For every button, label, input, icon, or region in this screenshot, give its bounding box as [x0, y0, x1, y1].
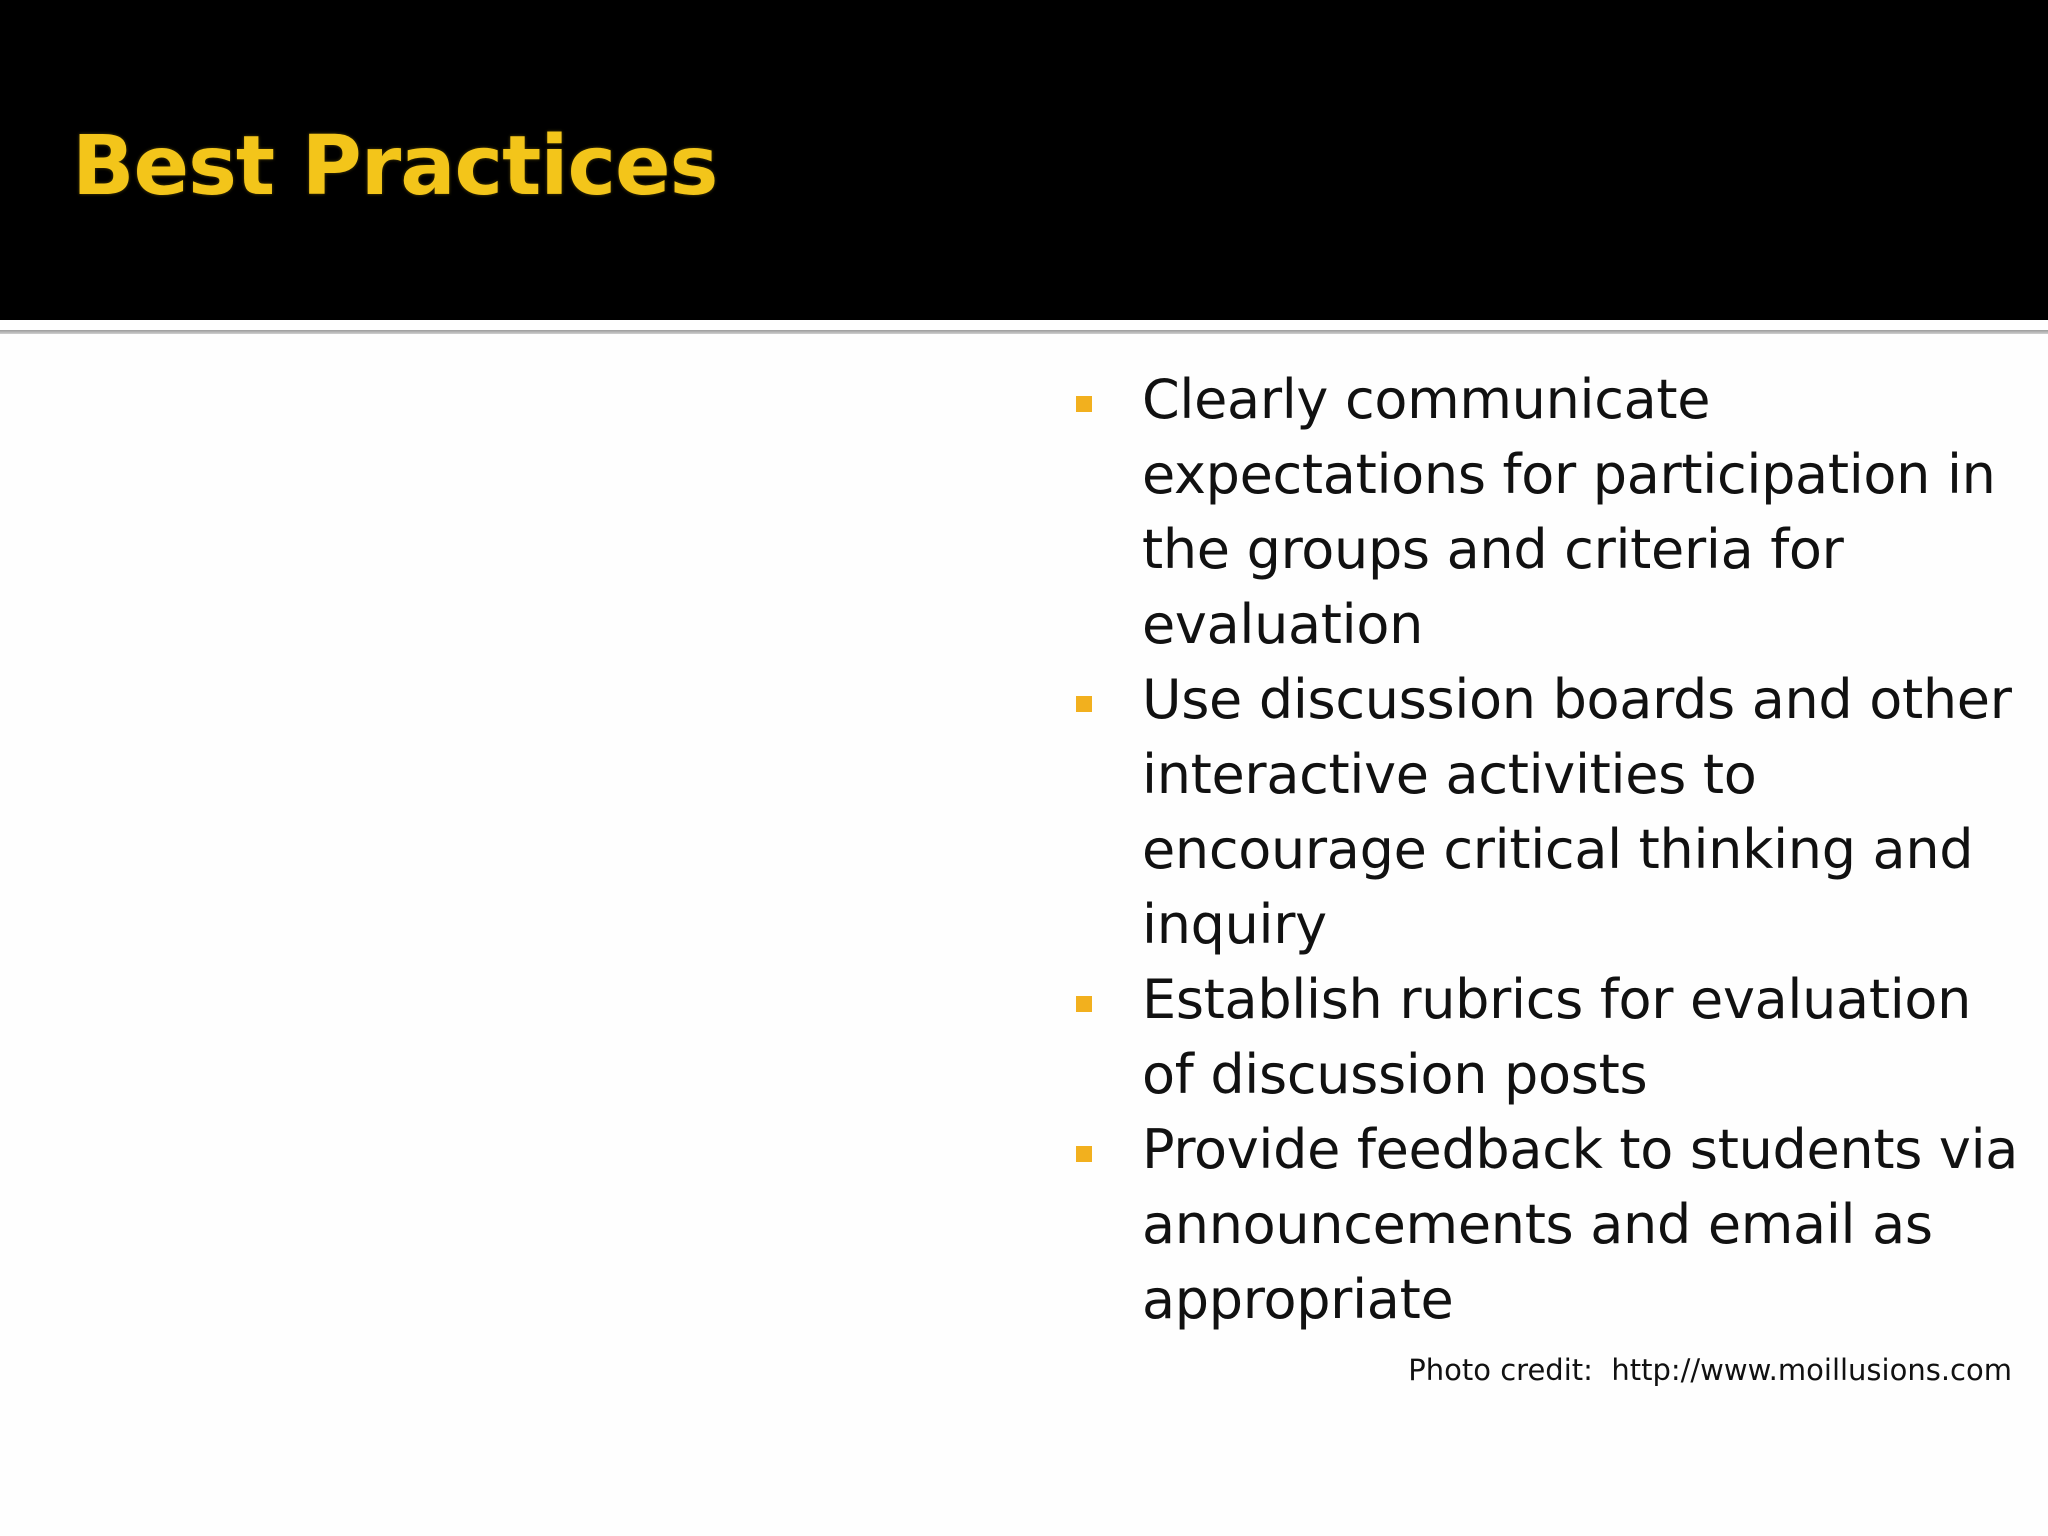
- slide-title: Best Practices: [72, 119, 718, 214]
- title-divider-white: [0, 320, 2048, 330]
- square-bullet-icon: [1076, 396, 1092, 412]
- bullet-item: [1064, 662, 2024, 962]
- bullet-text: Use discussion boards and other interactive activities to encourage critical thinking and inquiry: [1142, 668, 2012, 956]
- title-bar: [0, 0, 2048, 320]
- square-bullet-icon: [1076, 996, 1092, 1012]
- bullet-text: Clearly communicate expectations for participation in the groups and criteria for evaluation: [1142, 368, 1996, 656]
- square-bullet-icon: [1076, 1146, 1092, 1162]
- bullet-item: [1064, 1112, 2024, 1337]
- bullet-item: [1064, 362, 2024, 662]
- bullet-text: Establish rubrics for evaluation of discussion posts: [1142, 968, 1972, 1106]
- bullet-text: Provide feedback to students via announcements and email as appropriate: [1142, 1118, 2019, 1331]
- photo-credit: Photo credit: http://www.moillusions.com: [1408, 1353, 2012, 1387]
- bullet-list: [1064, 362, 2024, 1337]
- square-bullet-icon: [1076, 696, 1092, 712]
- title-divider-gray: [0, 330, 2048, 334]
- bullet-item: [1064, 962, 2024, 1112]
